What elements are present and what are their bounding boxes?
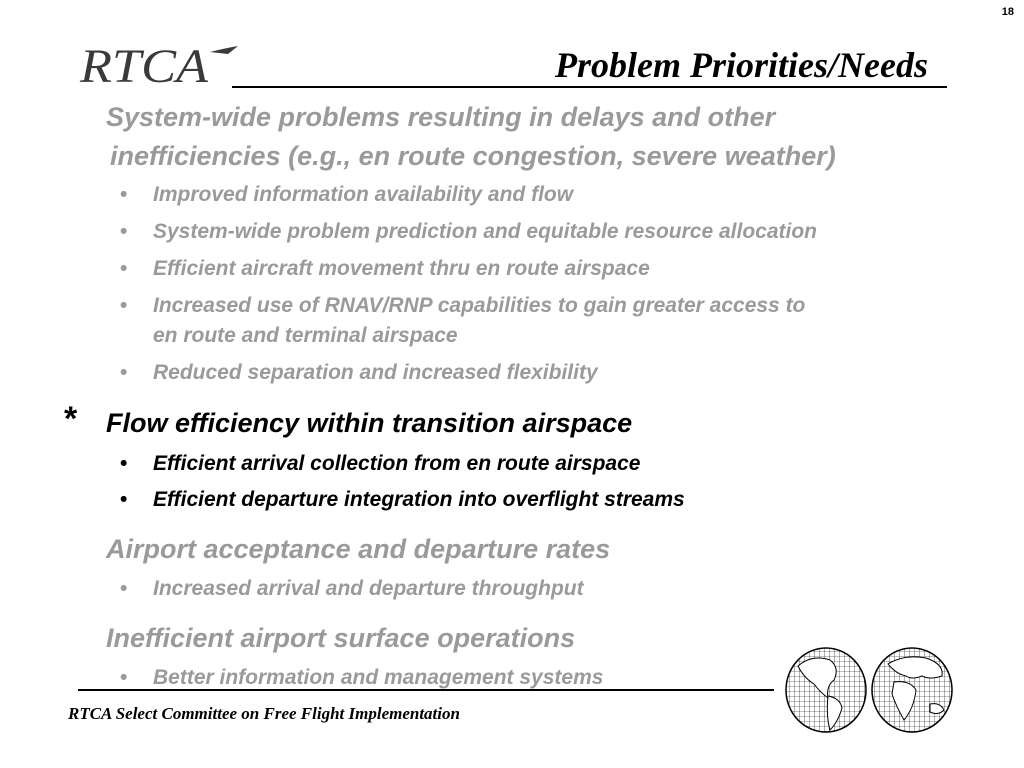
footer-rule xyxy=(78,689,774,691)
list-item-text: Improved information availability and flow xyxy=(153,183,574,206)
bullet-icon: • xyxy=(120,577,128,600)
footer-text: RTCA Select Committee on Free Flight Implementation xyxy=(68,704,460,723)
section-heading-airport-rates: Airport acceptance and departure rates xyxy=(106,534,611,564)
rtca-logo xyxy=(78,38,248,94)
list-item-text: Efficient departure integration into overflight streams xyxy=(153,488,685,511)
list-item-text: Efficient aircraft movement thru en route airspace xyxy=(153,257,650,280)
list-item-text-continued: en route and terminal airspace xyxy=(153,324,458,347)
list-item-text: Increased use of RNAV/RNP capabilities to gain greater access to xyxy=(153,294,806,317)
bullet-icon: • xyxy=(120,220,128,243)
bullet-icon: • xyxy=(120,452,128,475)
list-item-text: Efficient arrival collection from en route airspace xyxy=(153,452,641,475)
slide-number: 18 xyxy=(1001,6,1014,18)
list-item-text: Better information and management systems xyxy=(153,666,604,689)
bullet-icon: • xyxy=(120,294,128,317)
section-heading-delays-line1: System-wide problems resulting in delays and other xyxy=(106,102,776,132)
section-heading-delays-line2: inefficiencies (e.g., en route congestion, severe weather) xyxy=(110,141,836,171)
title-rule xyxy=(232,86,947,88)
section-heading-transition: Flow efficiency within transition airspace xyxy=(106,408,633,438)
list-item-text: System-wide problem prediction and equitable resource allocation xyxy=(153,220,817,243)
bullet-icon: • xyxy=(120,666,128,689)
highlight-asterisk: * xyxy=(64,400,78,438)
bullet-icon: • xyxy=(120,488,128,511)
bullet-icon: • xyxy=(120,361,128,384)
logo-swoosh-icon xyxy=(210,46,238,54)
list-item-text: Increased arrival and departure throughput xyxy=(153,577,584,600)
bullet-icon: • xyxy=(120,183,128,206)
section-heading-surface-ops: Inefficient airport surface operations xyxy=(106,623,576,653)
rtca-logo-text: RTCA xyxy=(78,40,209,93)
slide-title: Problem Priorities/Needs xyxy=(555,45,928,85)
world-map-icon xyxy=(784,646,954,734)
bullet-icon: • xyxy=(120,257,128,280)
list-item-text: Reduced separation and increased flexibility xyxy=(153,361,598,384)
